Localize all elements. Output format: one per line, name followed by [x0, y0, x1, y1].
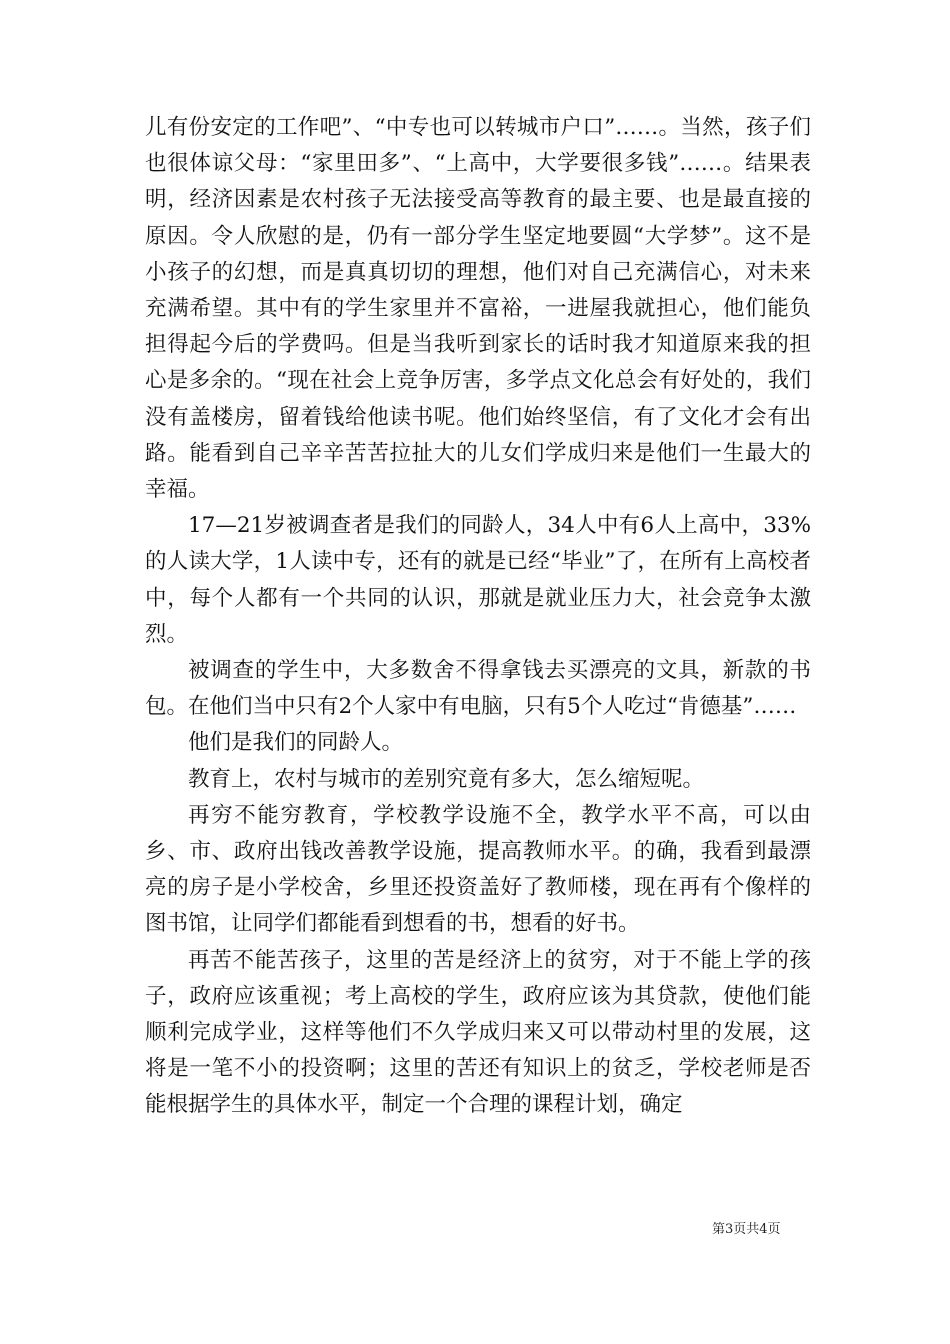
paragraph-6: 再穷不能穷教育，学校教学设施不全，教学水平不高，可以由乡、市、政府出钱改善教学设施，提高教师水平。的确，我看到最漂亮的房子是小学校舍，乡里还投资盖好了教师楼，现在再有个像样的图书馆，让同学们都能看到想看的书，想看的好书。 — [145, 802, 811, 937]
paragraph-7: 再苦不能苦孩子，这里的苦是经济上的贫穷，对于不能上学的孩子，政府应该重视；考上高校的学生，政府应该为其贷款，使他们能顺利完成学业，这样等他们不久学成归来又可以带动村里的发展，这将是一笔不小的投资啊；这里的苦还有知识上的贫乏，学校老师是否能根据学生的具体水平，制定一个合理的课程计划，确定 — [145, 947, 811, 1118]
page-number-footer: 第3页共4页 — [712, 1222, 781, 1237]
paragraph-3: 被调查的学生中，大多数舍不得拿钱去买漂亮的文具，新款的书包。在他们当中只有2个人家中有电脑，只有5个人吃过“肯德基”…… — [145, 658, 811, 720]
paragraph-2: 17—21岁被调查者是我们的同龄人，34人中有6人上高中，33%的人读大学，1人读中专，还有的就是已经“毕业”了，在所有上高校者中，每个人都有一个共同的认识，那就是就业压力大，社会竞争太激烈。 — [145, 513, 811, 647]
paragraph-1: 儿有份安定的工作吧”、“中专也可以转城市户口”……。当然，孩子们也很体谅父母：“家里田多”、“上高中，大学要很多钱”……。结果表明，经济因素是农村孩子无法接受高等教育的最主要、也是最直接的原因。令人欣慰的是，仍有一部分学生坚定地要圆“大学梦”。这不是小孩子的幻想，而是真真切切的理想，他们对自己充满信心，对未来充满希望。其中有的学生家里并不富裕，一进屋我就担心，他们能负担得起今后的学费吗。但是当我听到家长的话时我才知道原来我的担心是多余的。“现在社会上竞争厉害，多学点文化总会有好处的，我们没有盖楼房，留着钱给他读书呢。他们始终坚信，有了文化才会有出路。能看到自己辛辛苦苦拉扯大的儿女们学成归来是他们一生最大的幸福。 — [145, 115, 811, 503]
paragraph-4: 他们是我们的同龄人。 — [188, 730, 404, 756]
document-body — [145, 110, 811, 1124]
paragraph-5: 教育上，农村与城市的差别究竟有多大，怎么缩短呢。 — [188, 766, 705, 792]
